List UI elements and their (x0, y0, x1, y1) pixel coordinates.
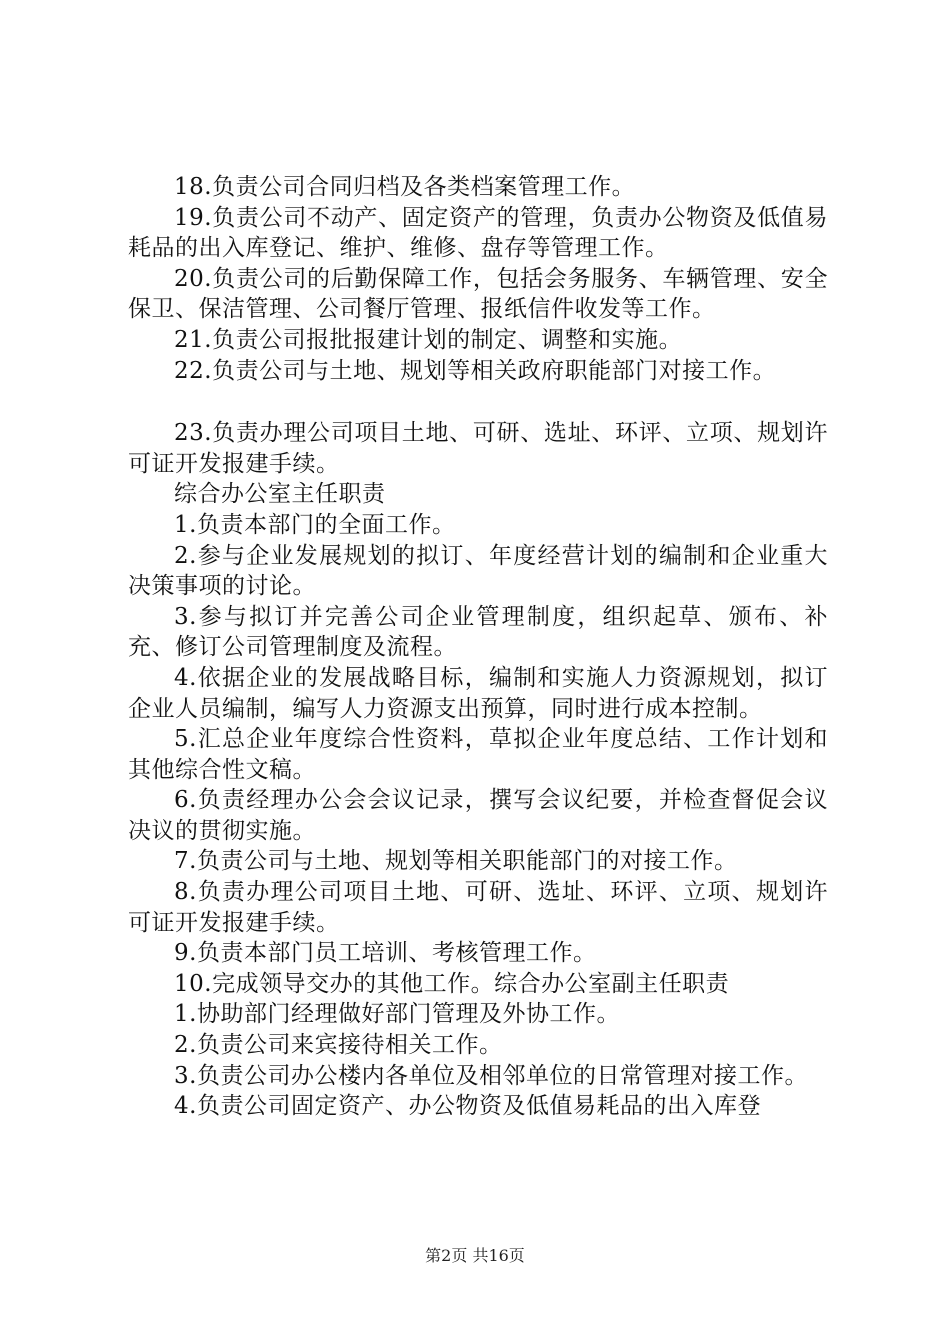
director-duty-7: 7.负责公司与土地、规划等相关职能部门的对接工作。 (174, 848, 738, 875)
deputy-duty-3: 3.负责公司办公楼内各单位及相邻单位的日常管理对接工作。 (174, 1062, 808, 1089)
document-body (128, 172, 828, 1122)
page-number: 第2页 共16页 (425, 1246, 525, 1265)
director-duty-6: 6.负责经理办公会会议记录，撰写会议纪要，并检查督促会议决议的贯彻实施。 (128, 787, 828, 844)
director-duty-2: 2.参与企业发展规划的拟订、年度经营计划的编制和企业重大决策事项的讨论。 (128, 542, 828, 600)
paragraph-23: 23.负责办理公司项目土地、可研、选址、环评、立项、规划许可证开发报建手续。 (128, 420, 828, 477)
deputy-duty-2: 2.负责公司来宾接待相关工作。 (174, 1032, 503, 1059)
director-duty-4: 4.依据企业的发展战略目标，编制和实施人力资源规划，拟订企业人员编制，编写人力资源支出预算，同时进行成本控制。 (128, 664, 828, 722)
deputy-duty-1: 1.协助部门经理做好部门管理及外协工作。 (174, 1001, 620, 1028)
director-duty-8: 8.负责办理公司项目土地、可研、选址、环评、立项、规划许可证开发报建手续。 (128, 879, 828, 936)
deputy-duty-4: 4.负责公司固定资产、办公物资及低值易耗品的出入库登 (174, 1093, 761, 1120)
paragraph-20: 20.负责公司的后勤保障工作，包括会务服务、车辆管理、安全保卫、保洁管理、公司餐厅管理、报纸信件收发等工作。 (128, 265, 828, 323)
director-duty-3: 3.参与拟订并完善公司企业管理制度，组织起草、颁布、补充、修订公司管理制度及流程。 (128, 603, 828, 661)
section-heading-director: 综合办公室主任职责 (174, 481, 386, 508)
director-duty-9: 9.负责本部门员工培训、考核管理工作。 (174, 940, 597, 967)
director-duty-5: 5.汇总企业年度综合性资料，草拟企业年度总结、工作计划和其他综合性文稿。 (128, 726, 828, 783)
paragraph-18: 18.负责公司合同归档及各类档案管理工作。 (174, 174, 636, 200)
paragraph-22: 22.负责公司与土地、规划等相关政府职能部门对接工作。 (174, 357, 777, 384)
paragraph-21: 21.负责公司报批报建计划的制定、调整和实施。 (174, 326, 683, 353)
director-duty-10: 10.完成领导交办的其他工作。综合办公室副主任职责 (174, 970, 730, 997)
paragraph-gap (128, 386, 828, 418)
director-duty-1: 1.负责本部门的全面工作。 (174, 511, 456, 538)
paragraph-19: 19.负责公司不动产、固定资产的管理，负责办公物资及低值易耗品的出入库登记、维护、维修、盘存等管理工作。 (128, 204, 828, 262)
